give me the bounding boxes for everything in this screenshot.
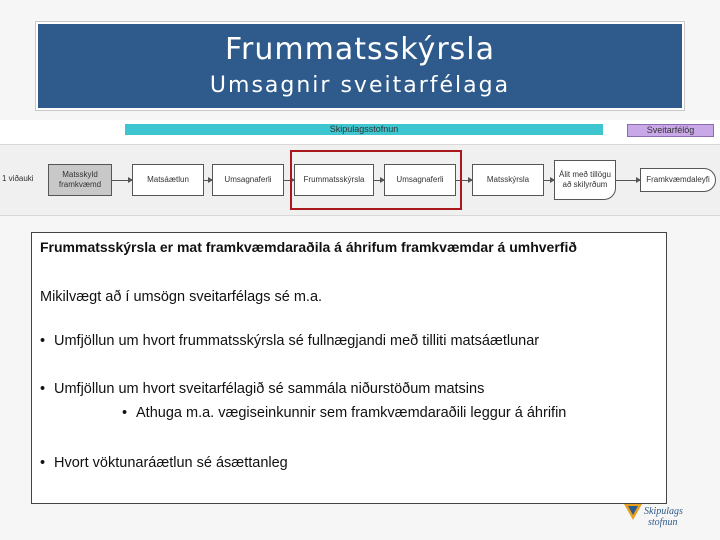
bullet-text: Umfjöllun um hvort frummatsskýrsla sé fullnægjandi með tilliti matsáætlunar	[54, 333, 540, 349]
bullet-marker: •	[40, 381, 46, 397]
logo-text	[644, 506, 683, 528]
sub-bullet-item	[122, 405, 566, 421]
content-intro: Mikilvægt að í umsögn sveitarfélags sé m.a.	[40, 289, 323, 305]
flow-arrow	[616, 180, 640, 181]
flow-arrow	[204, 180, 212, 181]
lane-municipality: Sveitarfélög	[627, 124, 714, 137]
title-banner	[36, 22, 684, 110]
row-label: 1 viðauki	[2, 174, 34, 183]
bullet-item	[40, 333, 539, 349]
bullet-marker: •	[122, 405, 128, 421]
bullet-item	[40, 455, 288, 471]
step-matsskyld-framkvaemd: Matsskyld framkvæmd	[48, 164, 112, 196]
step-umsagnaferli-2: Umsagnaferli	[384, 164, 456, 196]
slide-title: Frummatsskýrsla	[224, 32, 495, 67]
step-matsaaetlun: Matsáætlun	[132, 164, 204, 196]
step-framkvaemdaleyfi: Framkvæmdaleyfi	[640, 168, 716, 192]
bullet-text: Athuga m.a. vægiseinkunnir sem framkvæmdaraðili leggur á áhrifin	[136, 405, 567, 421]
bullet-marker: •	[40, 333, 46, 349]
bullet-item	[40, 381, 484, 397]
flow-arrow	[112, 180, 132, 181]
bullet-marker: •	[40, 455, 46, 471]
slide-subtitle: Umsagnir sveitarfélaga	[209, 73, 511, 98]
highlight-frame	[290, 150, 462, 210]
bullet-text: Hvort vöktunaráætlun sé ásættanleg	[54, 455, 288, 471]
logo-line-2: stofnun	[648, 517, 678, 528]
step-frummatsskyrsla: Frummatsskýrsla	[294, 164, 374, 196]
step-alit: Álit með tillögu að skilyrðum	[554, 160, 616, 200]
step-umsagnaferli-1: Umsagnaferli	[212, 164, 284, 196]
content-box	[31, 232, 667, 504]
step-matsskyrsla: Matsskýrsla	[472, 164, 544, 196]
flow-arrow	[544, 180, 554, 181]
bullet-text: Umfjöllun um hvort sveitarfélagið sé sammála niðurstöðum matsins	[54, 381, 485, 397]
logo-line-1: Skipulags	[644, 506, 683, 517]
content-heading: Frummatsskýrsla er mat framkvæmdaraðila á áhrifum framkvæmdar á umhverfið	[40, 239, 577, 255]
process-diagram	[0, 120, 720, 216]
lane-agency: Skipulagsstofnun	[125, 124, 603, 135]
